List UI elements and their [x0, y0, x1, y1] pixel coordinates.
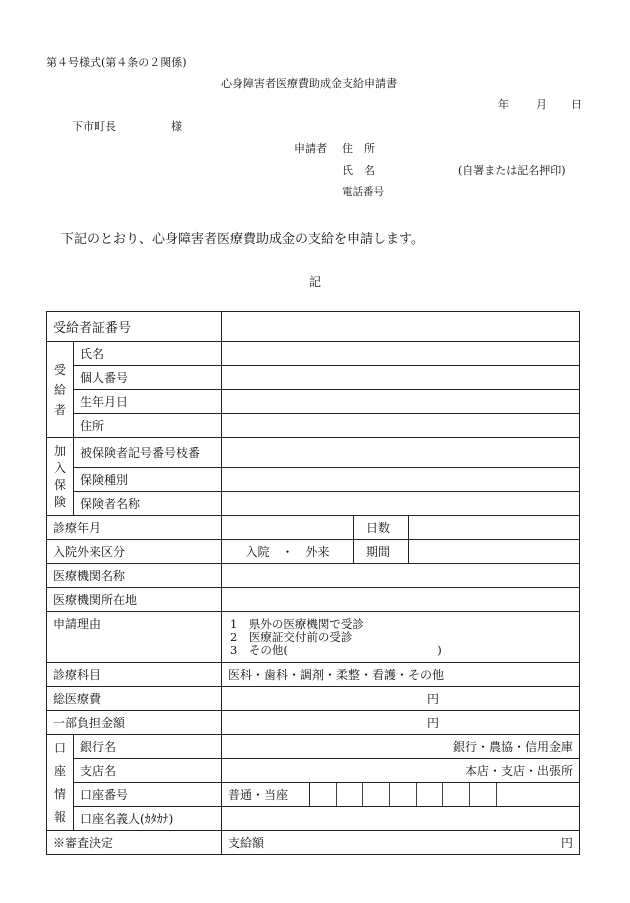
insurer-name-field[interactable] [222, 492, 580, 516]
period-label: 期間 [354, 540, 409, 564]
yen-unit: 円 [427, 716, 440, 730]
recipient-address-field[interactable] [222, 414, 580, 438]
signature-note: (自署または記名押印) [458, 164, 566, 177]
insurer-name-label: 保険者名称 [74, 492, 222, 516]
account-type-options[interactable]: 普通・当座 [222, 783, 310, 807]
branch-name-label: 支店名 [74, 759, 222, 783]
department-options[interactable]: 医科・歯科・調剤・柔整・看護・その他 [222, 663, 580, 687]
digit-box[interactable] [416, 783, 443, 806]
bank-types: 銀行・農協・信用金庫 [452, 740, 573, 754]
recipient-group-char: 者 [53, 402, 66, 417]
bank-name-label: 銀行名 [74, 735, 222, 759]
account-group-char: 座 [53, 763, 66, 778]
insurance-group-label [47, 438, 74, 516]
insurance-type-label: 保険種別 [74, 468, 222, 492]
insured-symbol-field[interactable] [222, 438, 580, 468]
treatment-month-label: 診療年月 [47, 516, 222, 540]
reason-option-2[interactable]: 2 医療証交付前の受診 [230, 629, 353, 644]
recipient-mynumber-label: 個人番号 [74, 366, 222, 390]
yen-unit: 円 [560, 836, 573, 850]
period-field[interactable] [409, 540, 580, 564]
yen-unit: 円 [427, 692, 440, 706]
reason-label: 申請理由 [47, 612, 222, 663]
days-label: 日数 [354, 516, 409, 540]
copay-label: 一部負担金額 [47, 711, 222, 735]
addressee: 下市町長 [72, 120, 116, 133]
statement: 下記のとおり、心身障害者医療費助成金の支給を申請します。 [61, 232, 424, 247]
treatment-month-field[interactable] [222, 516, 354, 540]
honorific: 様 [171, 120, 182, 133]
recipient-name-label: 氏名 [74, 342, 222, 366]
copay-field[interactable] [222, 711, 580, 735]
name-label: 氏 名 [342, 164, 375, 177]
account-group-char: 口 [53, 740, 66, 755]
phone-label: 電話番号 [342, 186, 384, 198]
address-label: 住 所 [342, 142, 375, 155]
digit-box[interactable] [496, 783, 579, 806]
account-holder-label: 口座名義人(ｶﾀｶﾅ) [74, 807, 222, 831]
institution-address-field[interactable] [222, 588, 580, 612]
digit-box[interactable] [336, 783, 363, 806]
institution-address-label: 医療機関所在地 [47, 588, 222, 612]
reason-options[interactable] [222, 612, 580, 663]
insurance-group-char: 険 [53, 494, 66, 509]
reason-option-1[interactable]: 1 県外の医療機関で受診 [230, 616, 364, 631]
digit-box[interactable] [389, 783, 416, 806]
institution-name-label: 医療機関名称 [47, 564, 222, 588]
account-number-label: 口座番号 [74, 783, 222, 807]
digit-box[interactable] [362, 783, 389, 806]
digit-box[interactable] [442, 783, 469, 806]
recipient-cert-no-label: 受給者証番号 [47, 312, 222, 342]
application-form-table [46, 311, 580, 855]
reason-option-3[interactable]: 3 その他( ) [230, 642, 442, 657]
branch-types: 本店・支店・出張所 [464, 764, 573, 778]
insurance-type-field[interactable] [222, 468, 580, 492]
date-day-label: 日 [571, 98, 582, 111]
recipient-cert-no-field[interactable] [222, 312, 580, 342]
review-label: ※審査決定 [47, 831, 222, 855]
insurance-group-char: 入 [53, 460, 66, 475]
bank-name-field[interactable] [222, 735, 580, 759]
recipient-name-field[interactable] [222, 342, 580, 366]
days-field[interactable] [409, 516, 580, 540]
recipient-dob-field[interactable] [222, 390, 580, 414]
recipient-group-label [47, 342, 74, 438]
total-cost-field[interactable] [222, 687, 580, 711]
institution-name-field[interactable] [222, 564, 580, 588]
recipient-group-char: 給 [53, 382, 66, 397]
insurance-group-char: 保 [53, 477, 66, 492]
inout-label: 入院外来区分 [47, 540, 222, 564]
digit-box[interactable] [310, 783, 336, 806]
ki-label: 記 [309, 275, 322, 289]
account-group-label [47, 735, 74, 831]
inout-value[interactable]: 入院 ・ 外来 [222, 540, 354, 564]
applicant-label: 申請者 [294, 142, 327, 155]
account-group-char: 情 [53, 786, 66, 801]
insurance-group-char: 加 [53, 443, 66, 458]
recipient-group-char: 受 [53, 362, 66, 377]
insured-symbol-label: 被保険者記号番号枝番 [74, 438, 222, 468]
account-number-boxes[interactable] [310, 783, 580, 807]
date-month-label: 月 [536, 98, 547, 111]
total-cost-label: 総医療費 [47, 687, 222, 711]
recipient-address-label: 住所 [74, 414, 222, 438]
form-number: 第４号様式(第４条の２関係) [46, 56, 187, 69]
payment-label: 支給額 [228, 836, 265, 850]
document-title: 心身障害者医療費助成金支給申請書 [221, 77, 397, 90]
payment-field[interactable] [222, 831, 580, 855]
account-holder-field[interactable] [222, 807, 580, 831]
department-label: 診療科目 [47, 663, 222, 687]
recipient-mynumber-field[interactable] [222, 366, 580, 390]
date-year-label: 年 [498, 98, 509, 111]
digit-box[interactable] [469, 783, 496, 806]
account-group-char: 報 [53, 809, 66, 824]
recipient-dob-label: 生年月日 [74, 390, 222, 414]
branch-name-field[interactable] [222, 759, 580, 783]
